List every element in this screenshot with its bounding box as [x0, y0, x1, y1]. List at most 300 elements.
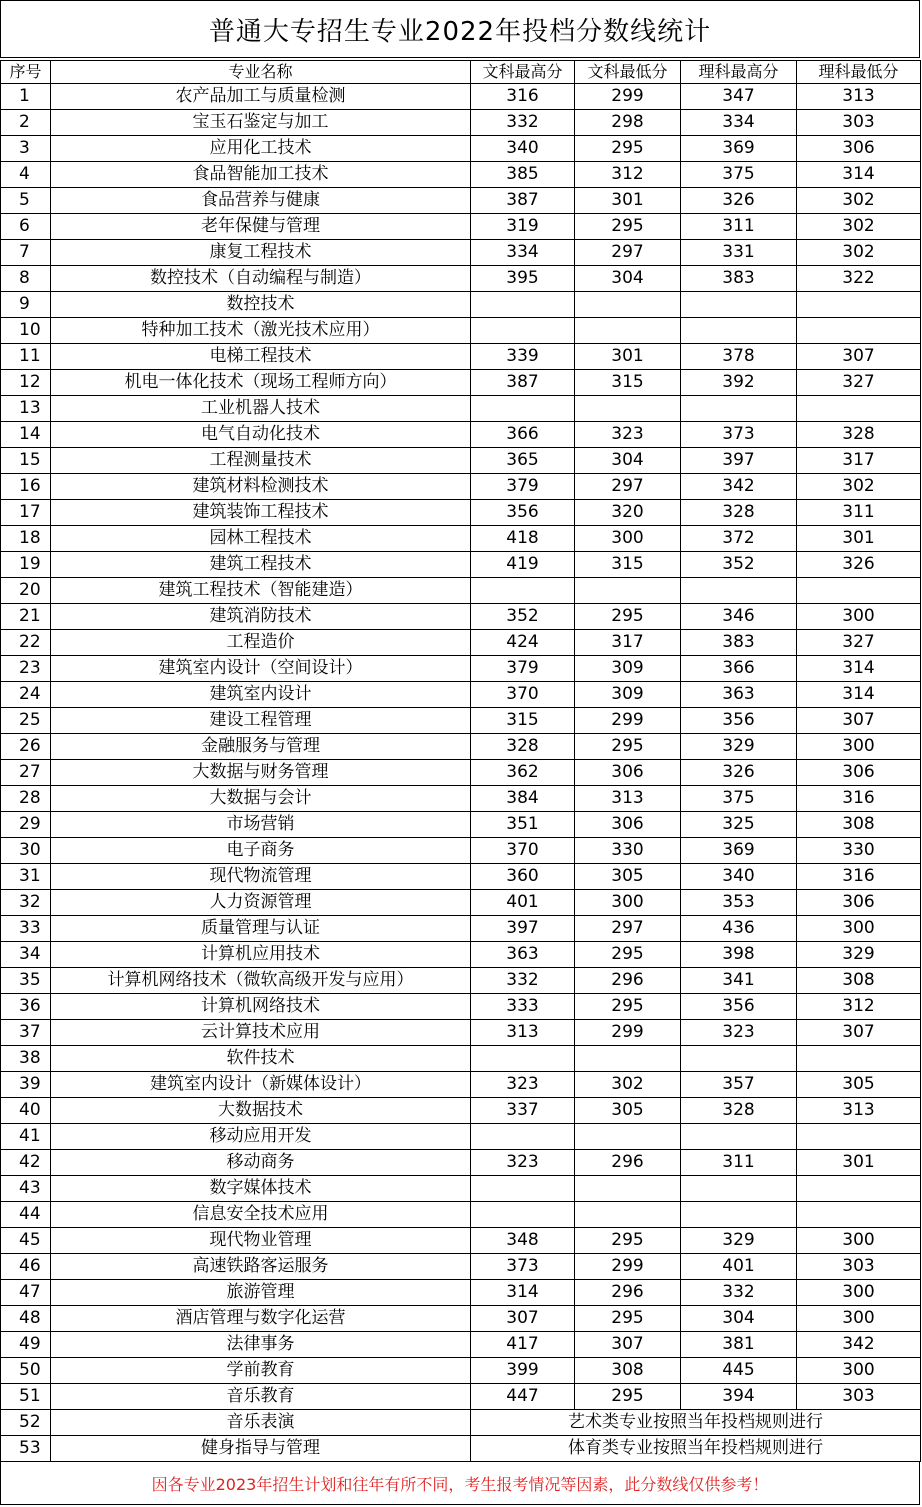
- row-seq: 42: [1, 1150, 51, 1176]
- table-row: [1, 864, 921, 890]
- row-major-name: 移动商务: [51, 1150, 471, 1176]
- row-major-name: 数字媒体技术: [51, 1176, 471, 1202]
- row-major-name: 学前教育: [51, 1358, 471, 1384]
- row-seq: 22: [1, 630, 51, 656]
- row-arts-max: [471, 396, 575, 422]
- row-arts-max: 417: [471, 1332, 575, 1358]
- row-major-name: 建设工程管理: [51, 708, 471, 734]
- row-science-max: 329: [681, 1228, 797, 1254]
- row-arts-max: 319: [471, 214, 575, 240]
- row-seq: 20: [1, 578, 51, 604]
- row-science-max: [681, 578, 797, 604]
- row-science-max: 375: [681, 786, 797, 812]
- table-row: [1, 344, 921, 370]
- row-arts-min: 296: [575, 1150, 681, 1176]
- row-major-name: 农产品加工与质量检测: [51, 84, 471, 110]
- row-major-name: 老年保健与管理: [51, 214, 471, 240]
- row-admission-note: 体育类专业按照当年投档规则进行: [471, 1436, 921, 1462]
- row-science-max: [681, 396, 797, 422]
- row-major-name: 建筑室内设计（新媒体设计）: [51, 1072, 471, 1098]
- row-arts-max: [471, 292, 575, 318]
- row-arts-min: 309: [575, 656, 681, 682]
- table-row: [1, 552, 921, 578]
- row-major-name: 计算机网络技术: [51, 994, 471, 1020]
- row-arts-min: 299: [575, 1020, 681, 1046]
- header-arts-min: 文科最低分: [575, 61, 681, 84]
- table-row: [1, 1306, 921, 1332]
- table-row: [1, 84, 921, 110]
- row-science-min: 312: [797, 994, 921, 1020]
- row-science-max: 401: [681, 1254, 797, 1280]
- row-science-max: 341: [681, 968, 797, 994]
- table-row: [1, 968, 921, 994]
- row-major-name: 机电一体化技术（现场工程师方向）: [51, 370, 471, 396]
- table-row: [1, 370, 921, 396]
- row-science-min: 314: [797, 162, 921, 188]
- row-science-max: 369: [681, 136, 797, 162]
- row-arts-min: 304: [575, 266, 681, 292]
- table-row: [1, 1072, 921, 1098]
- row-science-min: [797, 292, 921, 318]
- row-seq: 32: [1, 890, 51, 916]
- row-science-max: 326: [681, 188, 797, 214]
- row-arts-min: 304: [575, 448, 681, 474]
- row-arts-min: 301: [575, 344, 681, 370]
- header-science-min: 理科最低分: [797, 61, 921, 84]
- row-major-name: 市场营销: [51, 812, 471, 838]
- row-major-name: 建筑室内设计: [51, 682, 471, 708]
- table-row: [1, 760, 921, 786]
- row-seq: 48: [1, 1306, 51, 1332]
- row-arts-min: 295: [575, 734, 681, 760]
- row-major-name: 宝玉石鉴定与加工: [51, 110, 471, 136]
- row-science-max: 332: [681, 1280, 797, 1306]
- row-seq: 39: [1, 1072, 51, 1098]
- row-science-max: 356: [681, 708, 797, 734]
- row-arts-max: 323: [471, 1072, 575, 1098]
- row-major-name: 旅游管理: [51, 1280, 471, 1306]
- row-science-max: 378: [681, 344, 797, 370]
- row-science-max: 331: [681, 240, 797, 266]
- row-major-name: 人力资源管理: [51, 890, 471, 916]
- row-arts-max: 384: [471, 786, 575, 812]
- table-row: [1, 1046, 921, 1072]
- row-arts-max: [471, 1176, 575, 1202]
- row-major-name: 数控技术（自动编程与制造）: [51, 266, 471, 292]
- row-science-min: 302: [797, 240, 921, 266]
- row-science-min: 301: [797, 1150, 921, 1176]
- row-seq: 16: [1, 474, 51, 500]
- row-science-max: 397: [681, 448, 797, 474]
- row-arts-max: 328: [471, 734, 575, 760]
- row-arts-max: 363: [471, 942, 575, 968]
- table-row: [1, 838, 921, 864]
- row-seq: 15: [1, 448, 51, 474]
- row-arts-min: 295: [575, 136, 681, 162]
- row-seq: 18: [1, 526, 51, 552]
- row-seq: 17: [1, 500, 51, 526]
- row-arts-min: [575, 1124, 681, 1150]
- row-seq: 10: [1, 318, 51, 344]
- row-arts-min: [575, 292, 681, 318]
- table-row: [1, 708, 921, 734]
- row-arts-min: 315: [575, 370, 681, 396]
- table-row: [1, 890, 921, 916]
- row-science-min: 303: [797, 1384, 921, 1410]
- row-major-name: 计算机应用技术: [51, 942, 471, 968]
- row-science-min: [797, 578, 921, 604]
- row-science-min: 306: [797, 890, 921, 916]
- row-arts-min: 297: [575, 240, 681, 266]
- row-science-min: [797, 318, 921, 344]
- row-science-max: 373: [681, 422, 797, 448]
- row-seq: 31: [1, 864, 51, 890]
- row-arts-min: [575, 1176, 681, 1202]
- row-science-min: 300: [797, 1280, 921, 1306]
- row-science-min: 306: [797, 136, 921, 162]
- row-major-name: 信息安全技术应用: [51, 1202, 471, 1228]
- row-arts-max: 323: [471, 1150, 575, 1176]
- row-seq: 45: [1, 1228, 51, 1254]
- table-row: [1, 214, 921, 240]
- row-seq: 30: [1, 838, 51, 864]
- row-science-max: 311: [681, 1150, 797, 1176]
- row-seq: 44: [1, 1202, 51, 1228]
- table-row: [1, 578, 921, 604]
- row-arts-max: 339: [471, 344, 575, 370]
- row-arts-min: 295: [575, 1306, 681, 1332]
- row-seq: 19: [1, 552, 51, 578]
- header-arts-max: 文科最高分: [471, 61, 575, 84]
- row-science-max: 352: [681, 552, 797, 578]
- row-major-name: 工程测量技术: [51, 448, 471, 474]
- row-arts-max: 348: [471, 1228, 575, 1254]
- row-arts-min: [575, 318, 681, 344]
- row-science-min: 302: [797, 214, 921, 240]
- row-arts-max: 399: [471, 1358, 575, 1384]
- table-row: [1, 162, 921, 188]
- row-science-max: [681, 1202, 797, 1228]
- row-science-min: 314: [797, 682, 921, 708]
- row-arts-max: 307: [471, 1306, 575, 1332]
- row-arts-min: [575, 1046, 681, 1072]
- row-seq: 46: [1, 1254, 51, 1280]
- row-seq: 2: [1, 110, 51, 136]
- row-arts-min: 309: [575, 682, 681, 708]
- row-arts-max: 379: [471, 656, 575, 682]
- table-row: [1, 1280, 921, 1306]
- row-science-max: [681, 1046, 797, 1072]
- row-science-max: 436: [681, 916, 797, 942]
- row-science-min: 308: [797, 968, 921, 994]
- row-science-min: 322: [797, 266, 921, 292]
- row-major-name: 建筑消防技术: [51, 604, 471, 630]
- row-science-max: 366: [681, 656, 797, 682]
- row-arts-max: 340: [471, 136, 575, 162]
- row-arts-min: 312: [575, 162, 681, 188]
- row-arts-min: 330: [575, 838, 681, 864]
- row-science-min: 303: [797, 110, 921, 136]
- row-arts-min: 306: [575, 760, 681, 786]
- header-science-max: 理科最高分: [681, 61, 797, 84]
- row-science-min: 316: [797, 786, 921, 812]
- row-arts-min: [575, 396, 681, 422]
- row-arts-min: 295: [575, 604, 681, 630]
- row-science-min: 305: [797, 1072, 921, 1098]
- table-row: [1, 1410, 921, 1436]
- row-arts-min: 320: [575, 500, 681, 526]
- row-arts-min: 295: [575, 994, 681, 1020]
- row-seq: 36: [1, 994, 51, 1020]
- table-row: [1, 1358, 921, 1384]
- row-arts-min: [575, 1202, 681, 1228]
- table-row: [1, 1228, 921, 1254]
- row-science-min: [797, 1124, 921, 1150]
- row-major-name: 音乐教育: [51, 1384, 471, 1410]
- row-seq: 34: [1, 942, 51, 968]
- row-arts-max: [471, 578, 575, 604]
- row-seq: 53: [1, 1436, 51, 1462]
- row-arts-min: 296: [575, 1280, 681, 1306]
- row-arts-max: [471, 1202, 575, 1228]
- row-science-max: 346: [681, 604, 797, 630]
- row-seq: 51: [1, 1384, 51, 1410]
- row-arts-min: 301: [575, 188, 681, 214]
- row-seq: 12: [1, 370, 51, 396]
- row-science-max: 304: [681, 1306, 797, 1332]
- row-science-max: 383: [681, 630, 797, 656]
- row-science-max: 369: [681, 838, 797, 864]
- header-row: [1, 61, 921, 84]
- row-science-max: [681, 318, 797, 344]
- row-science-min: 307: [797, 344, 921, 370]
- row-science-min: 327: [797, 370, 921, 396]
- row-major-name: 特种加工技术（激光技术应用）: [51, 318, 471, 344]
- row-major-name: 应用化工技术: [51, 136, 471, 162]
- row-seq: 3: [1, 136, 51, 162]
- row-science-max: 334: [681, 110, 797, 136]
- row-major-name: 建筑工程技术: [51, 552, 471, 578]
- table-row: [1, 1020, 921, 1046]
- row-seq: 24: [1, 682, 51, 708]
- row-arts-min: 313: [575, 786, 681, 812]
- row-arts-max: 313: [471, 1020, 575, 1046]
- row-science-max: 445: [681, 1358, 797, 1384]
- table-row: [1, 136, 921, 162]
- score-table-body: [1, 61, 921, 1462]
- row-major-name: 电子商务: [51, 838, 471, 864]
- table-row: [1, 292, 921, 318]
- row-major-name: 工业机器人技术: [51, 396, 471, 422]
- row-arts-max: 316: [471, 84, 575, 110]
- row-arts-max: 385: [471, 162, 575, 188]
- row-seq: 26: [1, 734, 51, 760]
- row-science-min: 300: [797, 734, 921, 760]
- row-science-max: 375: [681, 162, 797, 188]
- row-arts-max: [471, 1124, 575, 1150]
- table-row: [1, 1202, 921, 1228]
- row-science-min: 308: [797, 812, 921, 838]
- row-seq: 43: [1, 1176, 51, 1202]
- row-arts-min: 300: [575, 890, 681, 916]
- row-major-name: 食品营养与健康: [51, 188, 471, 214]
- row-arts-max: 332: [471, 110, 575, 136]
- row-arts-max: 352: [471, 604, 575, 630]
- row-arts-max: [471, 1046, 575, 1072]
- table-row: [1, 240, 921, 266]
- row-science-min: 313: [797, 84, 921, 110]
- row-seq: 1: [1, 84, 51, 110]
- row-major-name: 食品智能加工技术: [51, 162, 471, 188]
- row-arts-min: 299: [575, 1254, 681, 1280]
- table-row: [1, 630, 921, 656]
- row-arts-min: 305: [575, 864, 681, 890]
- table-row: [1, 812, 921, 838]
- row-major-name: 法律事务: [51, 1332, 471, 1358]
- row-science-min: 311: [797, 500, 921, 526]
- row-seq: 50: [1, 1358, 51, 1384]
- row-science-min: [797, 396, 921, 422]
- row-seq: 27: [1, 760, 51, 786]
- row-science-min: 313: [797, 1098, 921, 1124]
- row-science-max: 381: [681, 1332, 797, 1358]
- row-science-max: 372: [681, 526, 797, 552]
- row-arts-min: 305: [575, 1098, 681, 1124]
- table-row: [1, 422, 921, 448]
- table-row: [1, 396, 921, 422]
- row-arts-max: 314: [471, 1280, 575, 1306]
- row-science-max: 328: [681, 500, 797, 526]
- row-science-min: 301: [797, 526, 921, 552]
- row-science-max: 357: [681, 1072, 797, 1098]
- row-seq: 4: [1, 162, 51, 188]
- row-arts-min: 295: [575, 1228, 681, 1254]
- table-row: [1, 682, 921, 708]
- table-row: [1, 656, 921, 682]
- row-science-min: 302: [797, 188, 921, 214]
- row-arts-max: 366: [471, 422, 575, 448]
- row-arts-max: 387: [471, 370, 575, 396]
- row-major-name: 高速铁路客运服务: [51, 1254, 471, 1280]
- row-arts-max: 370: [471, 682, 575, 708]
- row-science-min: 342: [797, 1332, 921, 1358]
- table-row: [1, 1176, 921, 1202]
- row-science-max: [681, 292, 797, 318]
- header-major-name: 专业名称: [51, 61, 471, 84]
- row-seq: 21: [1, 604, 51, 630]
- row-seq: 7: [1, 240, 51, 266]
- row-arts-max: 315: [471, 708, 575, 734]
- row-arts-min: 299: [575, 84, 681, 110]
- row-arts-max: 419: [471, 552, 575, 578]
- row-science-min: 327: [797, 630, 921, 656]
- row-arts-max: 334: [471, 240, 575, 266]
- row-major-name: 园林工程技术: [51, 526, 471, 552]
- row-science-max: 329: [681, 734, 797, 760]
- row-arts-max: 365: [471, 448, 575, 474]
- row-science-min: 302: [797, 474, 921, 500]
- row-arts-min: 295: [575, 1384, 681, 1410]
- row-arts-max: 360: [471, 864, 575, 890]
- row-major-name: 大数据与会计: [51, 786, 471, 812]
- row-major-name: 质量管理与认证: [51, 916, 471, 942]
- row-science-max: 323: [681, 1020, 797, 1046]
- row-arts-max: 397: [471, 916, 575, 942]
- row-arts-max: [471, 318, 575, 344]
- row-seq: 6: [1, 214, 51, 240]
- row-arts-max: 424: [471, 630, 575, 656]
- row-arts-max: 447: [471, 1384, 575, 1410]
- table-row: [1, 1384, 921, 1410]
- row-arts-min: 296: [575, 968, 681, 994]
- row-major-name: 建筑材料检测技术: [51, 474, 471, 500]
- table-row: [1, 110, 921, 136]
- sheet-title: 普通大专招生专业2022年投档分数线统计: [0, 0, 920, 58]
- table-row: [1, 916, 921, 942]
- table-row: [1, 1254, 921, 1280]
- row-arts-min: 317: [575, 630, 681, 656]
- row-arts-min: 307: [575, 1332, 681, 1358]
- row-seq: 13: [1, 396, 51, 422]
- row-arts-min: 297: [575, 916, 681, 942]
- row-science-max: 392: [681, 370, 797, 396]
- row-major-name: 计算机网络技术（微软高级开发与应用）: [51, 968, 471, 994]
- row-science-max: 325: [681, 812, 797, 838]
- row-science-max: 326: [681, 760, 797, 786]
- table-row: [1, 474, 921, 500]
- row-arts-max: 395: [471, 266, 575, 292]
- row-arts-max: 356: [471, 500, 575, 526]
- table-row: [1, 786, 921, 812]
- row-major-name: 电气自动化技术: [51, 422, 471, 448]
- row-major-name: 酒店管理与数字化运营: [51, 1306, 471, 1332]
- row-seq: 47: [1, 1280, 51, 1306]
- row-science-min: 307: [797, 1020, 921, 1046]
- row-major-name: 康复工程技术: [51, 240, 471, 266]
- row-seq: 29: [1, 812, 51, 838]
- row-seq: 40: [1, 1098, 51, 1124]
- row-seq: 9: [1, 292, 51, 318]
- table-row: [1, 1124, 921, 1150]
- row-major-name: 大数据技术: [51, 1098, 471, 1124]
- row-science-min: 300: [797, 1228, 921, 1254]
- row-science-max: 398: [681, 942, 797, 968]
- row-major-name: 移动应用开发: [51, 1124, 471, 1150]
- row-seq: 33: [1, 916, 51, 942]
- row-arts-max: 373: [471, 1254, 575, 1280]
- row-major-name: 电梯工程技术: [51, 344, 471, 370]
- row-arts-min: 295: [575, 942, 681, 968]
- row-arts-min: 299: [575, 708, 681, 734]
- row-arts-min: 300: [575, 526, 681, 552]
- row-science-min: 316: [797, 864, 921, 890]
- row-arts-min: 306: [575, 812, 681, 838]
- row-seq: 38: [1, 1046, 51, 1072]
- row-arts-min: 308: [575, 1358, 681, 1384]
- row-science-min: 300: [797, 916, 921, 942]
- row-science-min: 328: [797, 422, 921, 448]
- row-major-name: 健身指导与管理: [51, 1436, 471, 1462]
- row-science-min: 300: [797, 1358, 921, 1384]
- row-science-max: 328: [681, 1098, 797, 1124]
- row-arts-max: 333: [471, 994, 575, 1020]
- row-seq: 23: [1, 656, 51, 682]
- row-science-max: 353: [681, 890, 797, 916]
- row-arts-min: 302: [575, 1072, 681, 1098]
- score-table: [0, 60, 921, 1462]
- table-row: [1, 1150, 921, 1176]
- row-major-name: 现代物业管理: [51, 1228, 471, 1254]
